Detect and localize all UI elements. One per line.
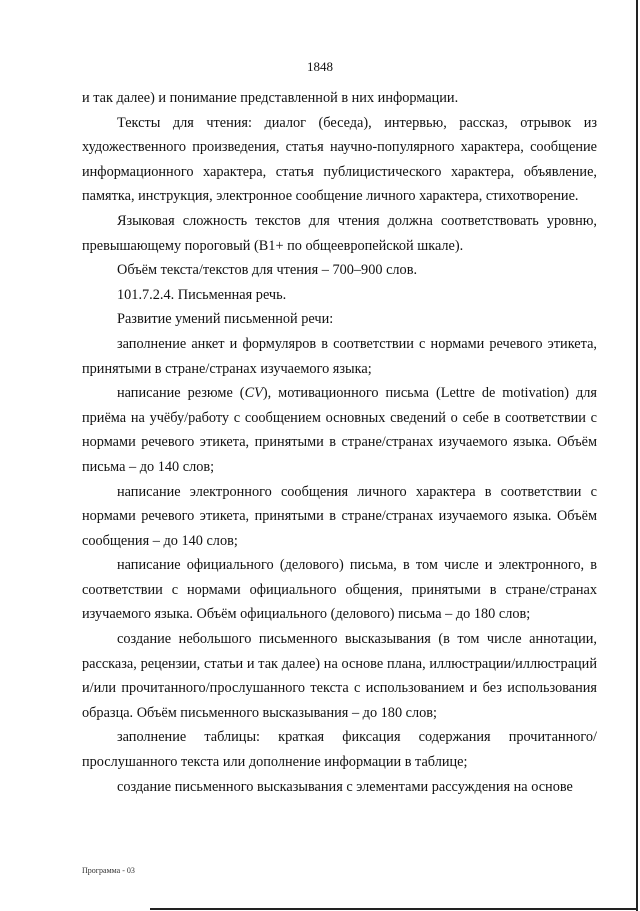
document-body (82, 86, 597, 799)
paragraph: создание небольшого письменного высказывания (в том числе аннотации, рассказа, рецензии, статьи и так далее) на основе плана, иллюстрации/иллюстраций и/или прочитанного/прослушанного текста с использованием и без использования образца. Объём письменного высказывания – до 180 слов; (82, 631, 597, 721)
scan-edge-right (636, 0, 638, 911)
paragraph: Объём текста/текстов для чтения – 700–900 слов. (117, 262, 418, 279)
paragraph: заполнение анкет и формуляров в соответствии с нормами речевого этикета, принятыми в стране/странах изучаемого языка; (82, 335, 597, 377)
page-number: 1848 (307, 59, 333, 74)
paragraph: и так далее) и понимание представленной в них информации. (82, 90, 459, 106)
italic-text: CV (244, 385, 263, 402)
paragraph: Тексты для чтения: диалог (беседа), интервью, рассказ, отрывок из художественного произведения, статья научно-популярного характера, сообщение информационного характера, статья публицистического характера, объявление, памятка, инструкция, электронное сообщение личного характера, стихотворение. (82, 114, 597, 205)
section-heading: 101.7.2.4. Письменная речь. (117, 286, 287, 303)
paragraph: Языковая сложность текстов для чтения должна соответствовать уровню, превышающему пороговый (B1+ по общеевропейской шкале). (82, 212, 597, 254)
paragraph: написание электронного сообщения личного характера в соответствии с нормами речевого этикета, принятыми в стране/странах изучаемого языка. Объём сообщения – до 140 слов; (82, 483, 597, 549)
paragraph: заполнение таблицы: краткая фиксация содержания прочитанного/прослушанного текста или дополнение информации в таблице; (82, 729, 597, 771)
footer-label: Программа - 03 (82, 866, 135, 875)
paragraph: Развитие умений письменной речи: (117, 311, 334, 328)
paragraph: создание письменного высказывания с элементами рассуждения на основе (117, 778, 573, 795)
paragraph-text: ), мотивационного письма (Lettre de motivation) для приёма на учёбу/работу с сообщением основных сведений о себе в соответствии с нормами речевого этикета, принятыми в стране/странах изучаемого языка. Объём письма – до 140 слов; (82, 385, 597, 475)
paragraph: написание официального (делового) письма, в том числе и электронного, в соответствии с нормами официального общения, принятыми в стране/странах изучаемого языка. Объём официального (делового) письма – до 180 слов; (82, 557, 597, 623)
paragraph (82, 381, 597, 479)
paragraph-text: написание резюме ( (117, 385, 245, 402)
scan-edge-bottom (150, 908, 638, 910)
